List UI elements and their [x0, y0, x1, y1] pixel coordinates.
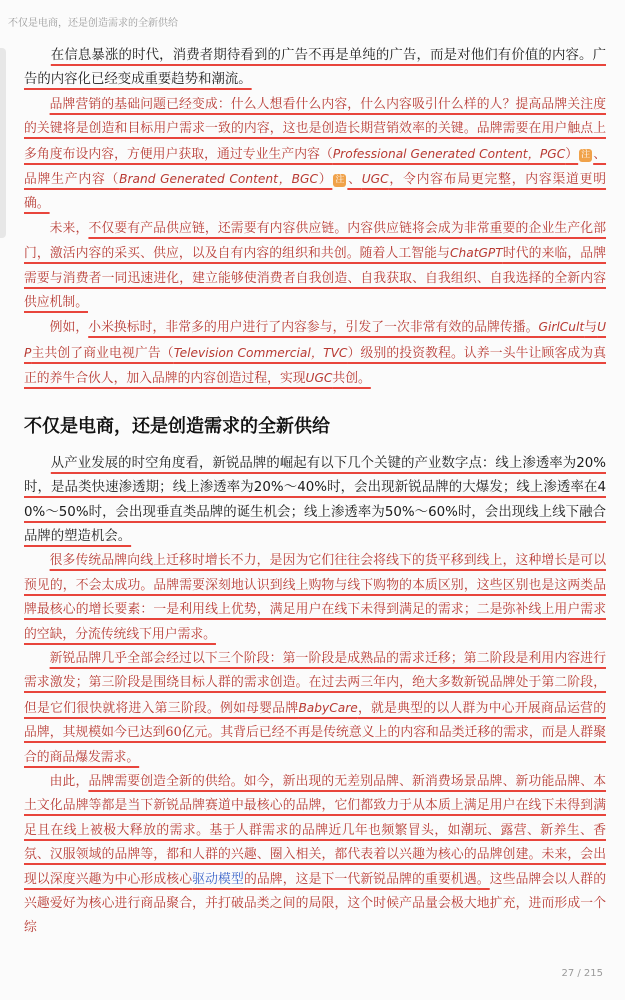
paragraph-xiaomi-example: 例如，小米换标时，非常多的用户进行了内容参与，引发了一次非常有效的品牌传播。GirlCult与UP主共创了商业电视广告（Television Commercial，TVC）级别的投资教程。认养一头牛让顾客成为真正的养牛合伙人，加入品牌的内容创造过程，实现UGC共创。	[24, 320, 607, 387]
reader-page-content	[24, 44, 606, 941]
highlight-underline[interactable]: 小米换标时，非常多的用户进行了内容参与，引发了一次非常有效的品牌传播。GirlCult与UP主共创了商业电视广告（Television Commercial，TVC）级别的投资教程。认养一头牛让顾客成为真正的养牛合伙人，加入品牌的内容创造过程，实现UGC共创。	[24, 320, 607, 387]
highlight-underline[interactable]: 品牌需要创造全新的供给。如今，新出现的无差别品牌、新消费场景品牌、新功能品牌、本土文化品牌等都是当下新锐品牌赛道中最核心的品牌，它们都致力于从本质上满足用户在线下未得到满足且在线上被极大释放的需求。基于人群需求的品牌近几年也频繁冒头，如潮玩、露营、新养生、香氛、汉服领域的品牌等，都和人群的兴趣、圈入相关，都代表着以兴趣为核心的品牌创建。未来，会出现以深度兴趣为中心形成核心驱动模型的品牌，这是下一代新锐品牌的重要机遇。	[24, 773, 607, 887]
paragraph-traditional-brands	[24, 549, 606, 647]
highlight-underline[interactable]: 在信息暴涨的时代，消费者期待看到的广告不再是单纯的广告，而是对他们有价值的内容。广告的内容化已经变成重要趋势和潮流。	[24, 48, 606, 88]
paragraph-content-supply-chain: 未来，不仅要有产品供应链，还需要有内容供应链。内容供应链将会成为非常重要的企业生产化部门，激活内容的采买、供应，以及自有内容的组织和共创。随着人工智能与ChatGPT时代的来临，品牌需要与消费者一同迅速进化，建立能够使消费者自我创造、自我获取、自我组织、自我选择的全新内容供应机制。	[24, 220, 607, 311]
paragraph-three-stages	[24, 647, 606, 770]
glossary-link[interactable]: 驱动模型	[192, 871, 244, 887]
highlight-underline[interactable]: 不仅要有产品供应链，还需要有内容供应链。内容供应链将会成为非常重要的企业生产化部门，激活内容的采买、供应，以及自有内容的组织和共创。随着人工智能与ChatGPT时代的来临，品牌需要与消费者一同迅速进化，建立能够使消费者自我创造、自我获取、自我组织、自我选择的全新内容供应机制。	[24, 220, 607, 311]
paragraph-penetration-rates	[24, 452, 606, 550]
paragraph-ad-content-trend	[24, 44, 606, 93]
running-header: 不仅是电商，还是创造需求的全新供给	[8, 18, 178, 29]
highlight-underline[interactable]: 从产业发展的时空角度看，新锐品牌的崛起有以下几个关键的产业数字点：线上渗透率为20%时，是品类快速渗透期；线上渗透率为20%～40%时，会出现新锐品牌的大爆发；线上渗透率在40%～50%时，会出现垂直类品牌的诞生机会；线上渗透率为50%～60%时，会出现线上线下融合品牌的塑造机会。	[24, 455, 606, 544]
side-panel-tab[interactable]	[0, 48, 6, 238]
footnote-icon[interactable]: 注	[335, 175, 345, 186]
footnote-icon[interactable]: 注	[581, 149, 591, 160]
highlight-underline[interactable]: 很多传统品牌向线上迁移时增长不力，是因为它们往往会将线下的货平移到线上，这种增长是可以预见的，不会太成功。品牌需要深刻地认识到线上购物与线下购物的本质区别，这些区别也是这两类品牌最核心的增长要素：一是利用线上优势，满足用户在线下未得到满足的需求；二是弥补线上用户需求的空缺，分流传统线下用户需求。	[24, 553, 606, 642]
page-number: 27 / 215	[561, 968, 603, 979]
section-heading: 不仅是电商，还是创造需求的全新供给	[24, 415, 330, 437]
paragraph-brand-marketing	[24, 93, 606, 217]
highlight-underline[interactable]: 品牌营销的基础问题已经变成：什么人想看什么内容，什么内容吸引什么样的人？提高品牌关注度的关键将是创造和目标用户需求一致的内容，这也是创造长期营销效率的关键。品牌需要在用户触点上多角度布设内容，方便用户获取，通过专业生产内容（Professional Generated Content，PGC） 注 、品牌生产内容（Brand Generated Content，BGC） 注 、UGC，令内容布局更完整，内容渠道更明确。	[24, 96, 607, 212]
paragraph-new-supply: 由此，品牌需要创造全新的供给。如今，新出现的无差别品牌、新消费场景品牌、新功能品牌、本土文化品牌等都是当下新锐品牌赛道中最核心的品牌，它们都致力于从本质上满足用户在线下未得到满足且在线上被极大释放的需求。基于人群需求的品牌近几年也频繁冒头，如潮玩、露营、新养生、香氛、汉服领域的品牌等，都和人群的兴趣、圈入相关，都代表着以兴趣为核心的品牌创建。未来，会出现以深度兴趣为中心形成核心驱动模型的品牌，这是下一代新锐品牌的重要机遇。这些品牌会以人群的兴趣爱好为核心进行商品聚合，并打破品类之间的局限，这个时候产品量会极大地扩充，进而形成一个综	[24, 773, 607, 936]
highlight-underline[interactable]: 新锐品牌几乎全部会经过以下三个阶段：第一阶段是成熟品的需求迁移；第二阶段是利用内容进行需求激发；第三阶段是围绕目标人群的需求创造。在过去两三年内，绝大多数新锐品牌处于第二阶段，但是它们很快就将进入第三阶段。例如母婴品牌BabyCare，就是典型的以人群为中心开展商品运营的品牌，其规模如今已达到60亿元。其背后已经不再是传统意义上的内容和品类迁移的需求，而是人群聚合的商品爆发需求。	[24, 650, 607, 765]
